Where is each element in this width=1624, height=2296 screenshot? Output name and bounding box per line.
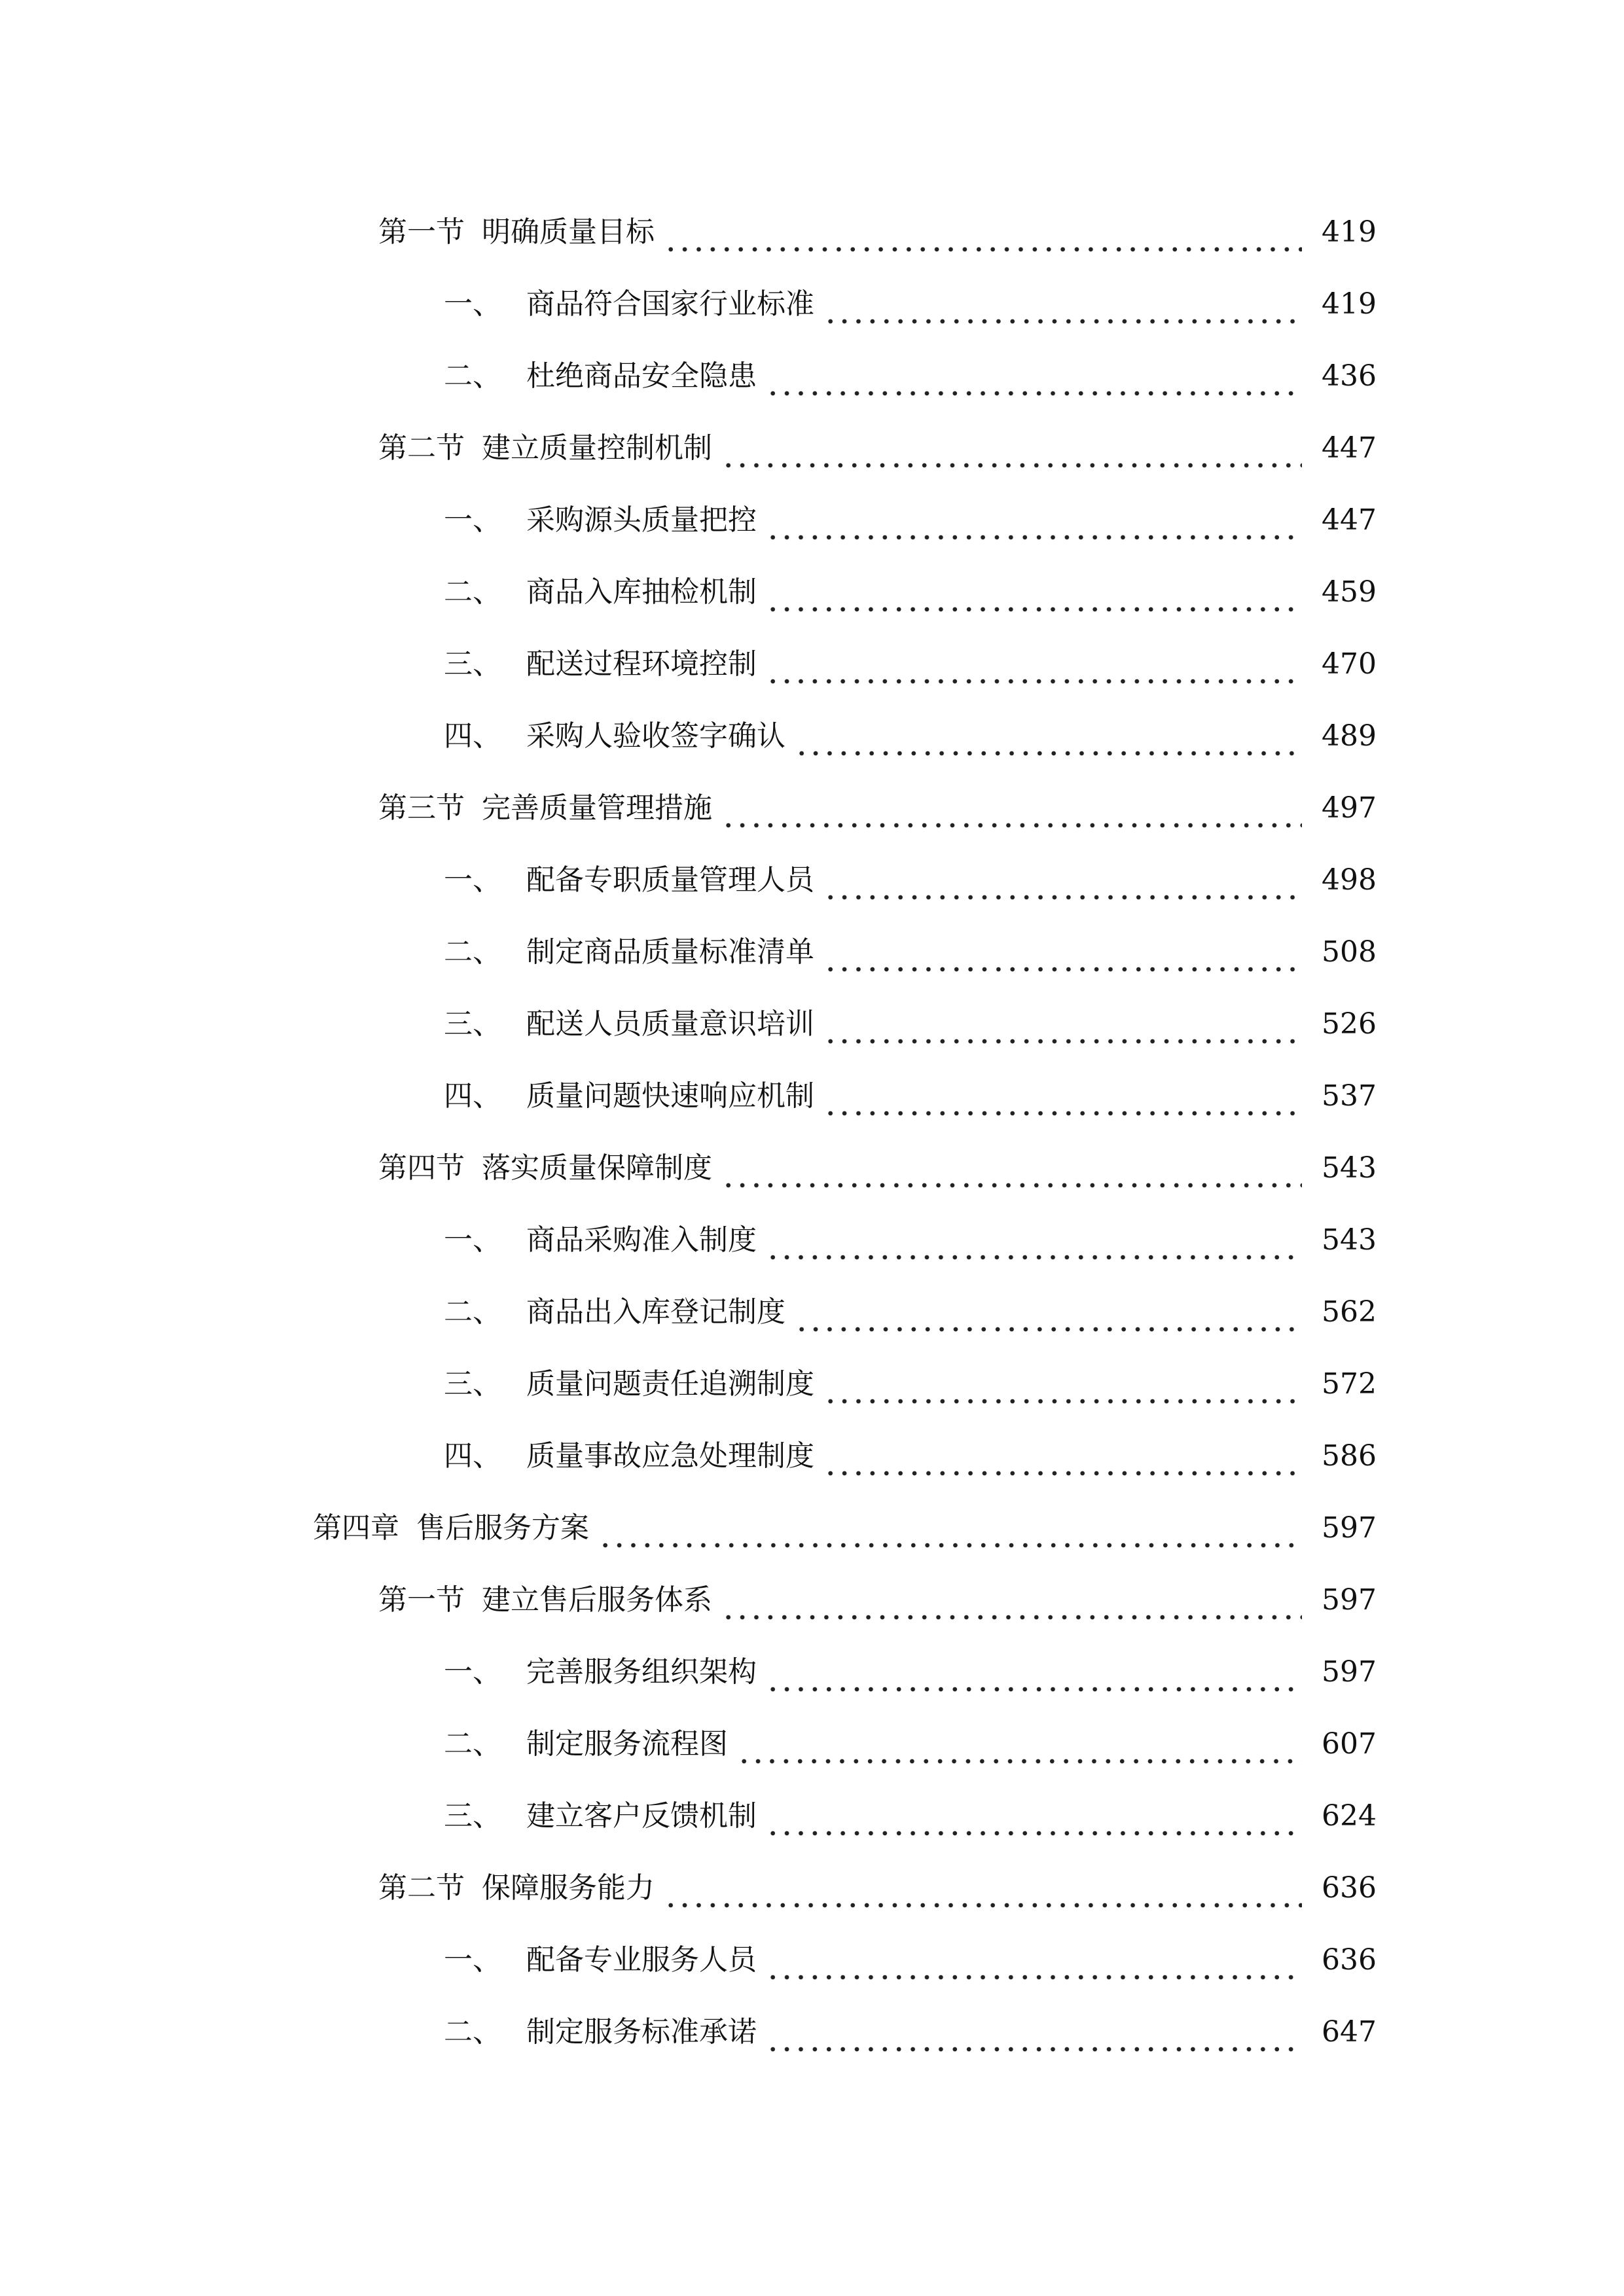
toc-entry-label <box>444 1725 728 1764</box>
toc-entry-item[interactable] <box>0 1636 1624 1708</box>
toc-entry-item[interactable] <box>0 1276 1624 1348</box>
toc-entry-title: 商品出入库登记制度 <box>526 1295 785 1329</box>
toc-entry-section[interactable] <box>0 412 1624 484</box>
toc-entry-prefix: 三、 <box>444 1367 501 1401</box>
toc-entry-item[interactable] <box>0 556 1624 628</box>
toc-entry-prefix: 第一节 <box>378 1583 465 1617</box>
dot-leader <box>766 1664 1302 1693</box>
toc-entry-item[interactable] <box>0 1780 1624 1852</box>
toc-entry-page-number: 562 <box>1322 1295 1377 1329</box>
toc-entry-prefix: 一、 <box>444 1223 501 1257</box>
toc-entry-page-number: 447 <box>1322 431 1377 465</box>
toc-entry-label <box>444 1293 785 1332</box>
toc-entry-section[interactable] <box>0 1852 1624 1924</box>
dot-leader <box>664 224 1302 253</box>
toc-entry-page-number: 597 <box>1322 1583 1377 1617</box>
toc-entry-title: 商品符合国家行业标准 <box>526 287 814 321</box>
toc-entry-item[interactable] <box>0 484 1624 556</box>
toc-entry-page-number: 636 <box>1322 1943 1377 1977</box>
toc-entry-label <box>378 1149 712 1188</box>
toc-entry-title: 建立质量控制机制 <box>482 431 712 465</box>
toc-entry-title: 完善服务组织架构 <box>526 1655 757 1689</box>
toc-entry-label <box>444 933 814 972</box>
dot-leader <box>823 944 1302 973</box>
toc-entry-label <box>378 429 712 468</box>
toc-entry-prefix: 二、 <box>444 2015 501 2049</box>
toc-entry-prefix: 三、 <box>444 1799 501 1833</box>
dot-leader <box>721 1592 1302 1621</box>
toc-entry-page-number: 572 <box>1322 1367 1377 1401</box>
toc-entry-chapter[interactable] <box>0 1492 1624 1564</box>
toc-entry-label <box>444 357 757 396</box>
toc-entry-title: 制定服务标准承诺 <box>526 2015 757 2049</box>
toc-entry-title: 明确质量目标 <box>482 215 655 249</box>
toc-entry-title: 配备专职质量管理人员 <box>526 863 814 897</box>
toc-entry-item[interactable] <box>0 988 1624 1060</box>
toc-entry-label <box>444 1365 814 1404</box>
toc-entry-page-number: 498 <box>1322 863 1377 897</box>
toc-entry-label <box>444 573 757 612</box>
toc-entry-item[interactable] <box>0 340 1624 412</box>
toc-entry-title: 制定商品质量标准清单 <box>526 935 814 969</box>
toc-entry-label <box>378 1581 712 1620</box>
toc-entry-item[interactable] <box>0 916 1624 988</box>
toc-entry-page-number: 508 <box>1322 935 1377 969</box>
toc-entry-label <box>444 1005 814 1044</box>
dot-leader <box>795 1304 1302 1333</box>
dot-leader <box>823 1448 1302 1477</box>
toc-entry-prefix: 一、 <box>444 1943 501 1977</box>
toc-entry-title: 配备专业服务人员 <box>526 1943 757 1977</box>
toc-entry-item[interactable] <box>0 844 1624 916</box>
toc-entry-prefix: 一、 <box>444 503 501 537</box>
toc-entry-section[interactable] <box>0 196 1624 268</box>
toc-entry-title: 保障服务能力 <box>482 1871 655 1905</box>
dot-leader <box>766 656 1302 685</box>
toc-entry-label <box>444 861 814 900</box>
toc-entry-label <box>444 1653 757 1692</box>
toc-entry-item[interactable] <box>0 1996 1624 2068</box>
dot-leader <box>823 296 1302 325</box>
toc-entry-prefix: 一、 <box>444 287 501 321</box>
dot-leader <box>823 1376 1302 1405</box>
toc-entry-prefix: 第一节 <box>378 215 465 249</box>
toc-entry-page-number: 607 <box>1322 1727 1377 1761</box>
toc-entry-title: 配送过程环境控制 <box>526 647 757 681</box>
toc-entry-title: 杜绝商品安全隐患 <box>526 359 757 393</box>
toc-entry-title: 完善质量管理措施 <box>482 791 712 825</box>
toc-entry-title: 配送人员质量意识培训 <box>526 1007 814 1041</box>
dot-leader <box>795 728 1302 757</box>
dot-leader <box>766 2024 1302 2053</box>
toc-entry-page-number: 624 <box>1322 1799 1377 1833</box>
toc-entry-prefix: 二、 <box>444 1727 501 1761</box>
toc-entry-label <box>444 1437 814 1476</box>
dot-leader <box>766 1808 1302 1837</box>
dot-leader <box>766 368 1302 397</box>
toc-entry-item[interactable] <box>0 1204 1624 1276</box>
dot-leader <box>737 1736 1302 1765</box>
toc-entry-label <box>378 213 655 252</box>
dot-leader <box>721 440 1302 469</box>
dot-leader <box>598 1520 1302 1549</box>
dot-leader <box>766 512 1302 541</box>
toc-entry-label <box>444 1797 757 1836</box>
toc-entry-page-number: 436 <box>1322 359 1377 393</box>
dot-leader <box>766 1232 1302 1261</box>
toc-entry-page-number: 419 <box>1322 215 1377 249</box>
toc-entry-prefix: 四、 <box>444 1439 501 1473</box>
toc-entry-label <box>378 1869 655 1908</box>
toc-entry-item[interactable] <box>0 268 1624 340</box>
toc-entry-prefix: 二、 <box>444 575 501 609</box>
toc-entry-page-number: 470 <box>1322 647 1377 681</box>
toc-entry-label <box>444 717 785 756</box>
toc-entry-page-number: 636 <box>1322 1871 1377 1905</box>
toc-entry-prefix: 四、 <box>444 1079 501 1113</box>
dot-leader <box>823 1016 1302 1045</box>
toc-entry-label <box>378 789 712 828</box>
toc-entry-prefix: 二、 <box>444 359 501 393</box>
toc-entry-prefix: 第四节 <box>378 1151 465 1185</box>
toc-entry-title: 质量事故应急处理制度 <box>526 1439 814 1473</box>
toc-entry-title: 建立售后服务体系 <box>482 1583 712 1617</box>
toc-entry-title: 质量问题快速响应机制 <box>526 1079 814 1113</box>
toc-entry-page-number: 497 <box>1322 791 1377 825</box>
table-of-contents <box>0 196 1624 2068</box>
toc-entry-label <box>444 2013 757 2052</box>
toc-entry-page-number: 526 <box>1322 1007 1377 1041</box>
toc-entry-item[interactable] <box>0 700 1624 772</box>
toc-entry-prefix: 第二节 <box>378 1871 465 1905</box>
toc-entry-label <box>444 1941 757 1980</box>
toc-entry-prefix: 二、 <box>444 1295 501 1329</box>
toc-entry-page-number: 419 <box>1322 287 1377 321</box>
toc-entry-prefix: 二、 <box>444 935 501 969</box>
toc-entry-page-number: 597 <box>1322 1511 1377 1545</box>
toc-entry-prefix: 一、 <box>444 1655 501 1689</box>
toc-entry-label <box>444 501 757 540</box>
toc-entry-item[interactable] <box>0 1060 1624 1132</box>
toc-entry-label <box>444 1077 814 1116</box>
toc-entry-title: 售后服务方案 <box>416 1511 589 1545</box>
toc-entry-label <box>313 1509 589 1548</box>
toc-entry-item[interactable] <box>0 628 1624 700</box>
toc-entry-item[interactable] <box>0 1420 1624 1492</box>
dot-leader <box>823 872 1302 901</box>
toc-entry-label <box>444 645 757 684</box>
toc-entry-page-number: 489 <box>1322 719 1377 753</box>
toc-entry-title: 商品采购准入制度 <box>526 1223 757 1257</box>
toc-entry-prefix: 三、 <box>444 647 501 681</box>
toc-entry-page-number: 459 <box>1322 575 1377 609</box>
toc-entry-item[interactable] <box>0 1348 1624 1420</box>
toc-entry-page-number: 543 <box>1322 1151 1377 1185</box>
toc-entry-prefix: 第二节 <box>378 431 465 465</box>
toc-entry-page-number: 597 <box>1322 1655 1377 1689</box>
toc-entry-section[interactable] <box>0 1564 1624 1636</box>
toc-entry-item[interactable] <box>0 1708 1624 1780</box>
toc-entry-page-number: 447 <box>1322 503 1377 537</box>
toc-entry-title: 采购人验收签字确认 <box>526 719 785 753</box>
toc-entry-item[interactable] <box>0 1924 1624 1996</box>
toc-entry-prefix: 第四章 <box>313 1511 399 1545</box>
toc-entry-title: 制定服务流程图 <box>526 1727 728 1761</box>
dot-leader <box>664 1880 1302 1909</box>
toc-entry-label <box>444 1221 757 1260</box>
toc-entry-prefix: 一、 <box>444 863 501 897</box>
dot-leader <box>721 800 1302 829</box>
dot-leader <box>721 1160 1302 1189</box>
toc-entry-title: 落实质量保障制度 <box>482 1151 712 1185</box>
toc-entry-section[interactable] <box>0 772 1624 844</box>
dot-leader <box>823 1088 1302 1117</box>
toc-entry-title: 质量问题责任追溯制度 <box>526 1367 814 1401</box>
toc-entry-page-number: 647 <box>1322 2015 1377 2049</box>
toc-entry-title: 商品入库抽检机制 <box>526 575 757 609</box>
toc-entry-label <box>444 285 814 324</box>
toc-entry-page-number: 537 <box>1322 1079 1377 1113</box>
toc-entry-title: 建立客户反馈机制 <box>526 1799 757 1833</box>
dot-leader <box>766 1952 1302 1981</box>
toc-entry-section[interactable] <box>0 1132 1624 1204</box>
toc-entry-title: 采购源头质量把控 <box>526 503 757 537</box>
toc-entry-prefix: 四、 <box>444 719 501 753</box>
dot-leader <box>766 584 1302 613</box>
toc-entry-page-number: 543 <box>1322 1223 1377 1257</box>
toc-entry-prefix: 三、 <box>444 1007 501 1041</box>
toc-entry-page-number: 586 <box>1322 1439 1377 1473</box>
toc-entry-prefix: 第三节 <box>378 791 465 825</box>
